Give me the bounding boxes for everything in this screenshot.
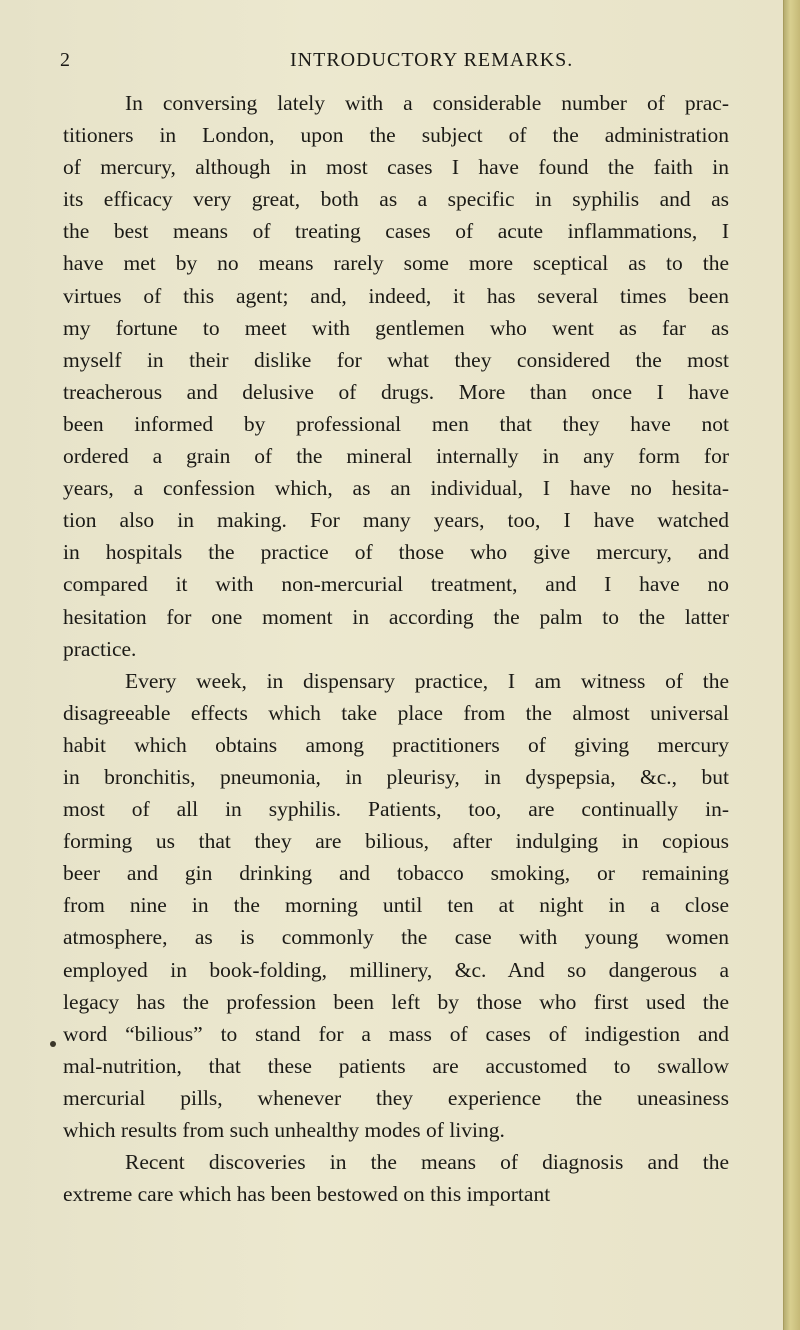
text-line: practice. [63,636,137,661]
text-line: Every week, in dispensary practice, I am witness of the [125,668,729,693]
text-line: most of all in syphilis. Patients, too, are continually in- [63,797,729,822]
text-line: mal-nutrition, that these patients are accustomed to swallow [63,1053,729,1078]
text-line: employed in book-folding, millinery, &c. And so dangerous a [63,957,729,982]
running-title: INTRODUCTORY REMARKS. [290,49,574,71]
text-line: in bronchitis, pneumonia, in pleurisy, in dyspepsia, &c., but [63,764,729,789]
text-line: titioners in London, upon the subject of the administration [63,123,729,148]
book-spine-edge [783,0,800,1330]
text-line: ordered a grain of the mineral internally in any form for [63,444,729,469]
text-line: the best means of treating cases of acute inflammations, I [63,219,729,244]
text-line: have met by no means rarely some more sceptical as to the [63,251,729,276]
text-line: been informed by professional men that they have not [63,411,729,436]
text-line: hesitation for one moment in according the palm to the latter [63,604,729,629]
text-line: forming us that they are bilious, after indulging in copious [63,829,729,854]
ink-spot-mark [50,1041,56,1047]
text-line: tion also in making. For many years, too, I have watched [63,508,729,533]
text-line: disagreeable effects which take place from the almost universal [63,700,729,725]
text-line: habit which obtains among practitioners of giving mercury [63,732,729,757]
page-header [60,49,740,79]
text-line: in hospitals the practice of those who give mercury, and [63,540,729,565]
text-line: its efficacy very great, both as a specific in syphilis and as [63,187,729,212]
text-line: word “bilious” to stand for a mass of cases of indigestion and [63,1021,729,1046]
text-line: Recent discoveries in the means of diagnosis and the [125,1150,729,1175]
text-line: beer and gin drinking and tobacco smoking, or remaining [63,861,729,886]
text-line: my fortune to meet with gentlemen who went as far as [63,315,729,340]
text-line: of mercury, although in most cases I have found the faith in [63,155,729,180]
text-line: compared it with non-mercurial treatment, and I have no [63,572,729,597]
page-number: 2 [60,49,71,71]
text-line: which results from such unhealthy modes of living. [63,1118,505,1142]
text-line: atmosphere, as is commonly the case with young women [63,925,729,950]
text-line: legacy has the profession been left by those who first used the [63,989,729,1014]
text-line: mercurial pills, whenever they experience the uneasiness [63,1085,729,1110]
text-line: from nine in the morning until ten at night in a close [63,893,729,918]
text-line: years, a confession which, as an individual, I have no hesita- [63,476,729,501]
text-line: extreme care which has been bestowed on this important [63,1182,551,1207]
text-line: myself in their dislike for what they considered the most [63,347,729,372]
text-line: treacherous and delusive of drugs. More than once I have [63,379,729,404]
text-line: virtues of this agent; and, indeed, it has several times been [63,283,729,308]
text-line: In conversing lately with a considerable number of prac- [125,91,729,115]
body-text [63,87,729,1210]
